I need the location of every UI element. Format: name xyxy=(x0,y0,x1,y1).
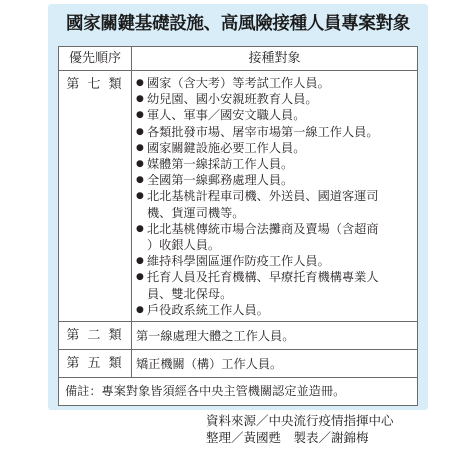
list-item-label: ）收銀人員。 xyxy=(147,238,221,253)
bullet-icon: ● xyxy=(136,175,144,186)
info-card xyxy=(48,4,428,410)
list-item xyxy=(136,188,415,204)
note-text: 備註：專案對象皆須經各中央主管機關認定並造冊。 xyxy=(59,378,418,406)
list-item-continuation xyxy=(136,286,415,302)
page-title: 國家關鍵基礎設施、高風險接種人員專案對象 xyxy=(66,14,410,34)
list-item-label: 北北基桃傳統市場合法攤商及賣場（含超商 xyxy=(147,221,379,236)
list-item-label: 北北基桃計程車司機、外送員、國道客運司 xyxy=(147,189,379,204)
bullet-icon: ● xyxy=(136,304,144,315)
bullet-icon: ● xyxy=(136,126,144,137)
list-item xyxy=(136,269,415,285)
bullet-icon: ● xyxy=(136,256,144,267)
note-row xyxy=(59,378,418,406)
target-list xyxy=(132,71,417,321)
bullet-icon: ● xyxy=(136,159,144,170)
list-item xyxy=(136,221,415,237)
source-line: 資料來源／中央流行疫情指揮中心 xyxy=(206,413,394,428)
target-cell: 第一線處理大體之工作人員。 xyxy=(132,322,418,350)
list-item xyxy=(136,172,415,188)
list-item xyxy=(136,253,415,269)
list-item xyxy=(136,302,415,318)
list-item-label: 機、貨運司機等。 xyxy=(147,205,245,220)
list-item-label: 各類批發市場、屠宰市場第一線工作人員。 xyxy=(147,124,379,139)
list-item xyxy=(136,91,415,107)
bullet-icon: ● xyxy=(136,94,144,105)
list-item xyxy=(136,124,415,140)
source-credit xyxy=(206,412,394,446)
credit-line: 整理／黃國甦 製表／謝錦梅 xyxy=(206,430,369,445)
bullet-icon: ● xyxy=(136,191,144,202)
header-priority: 優先順序 xyxy=(59,47,132,71)
list-item xyxy=(136,107,415,123)
priority-cell: 第 二 類 xyxy=(59,322,132,350)
bullet-icon: ● xyxy=(136,78,144,88)
list-item-label: 軍人、軍事／國安文職人員。 xyxy=(147,108,306,123)
list-item-continuation xyxy=(136,237,415,253)
target-cell: 矯正機關（構）工作人員。 xyxy=(132,350,418,378)
target-cell xyxy=(132,71,418,322)
table-row xyxy=(59,71,418,322)
list-item-continuation xyxy=(136,205,415,221)
list-item-label: 戶役政系統工作人員。 xyxy=(147,302,269,317)
list-item-label: 托育人員及托育機構、早療托育機構專業人 xyxy=(147,270,379,285)
bullet-icon: ● xyxy=(136,110,144,121)
list-item-label: 媒體第一線採訪工作人員。 xyxy=(147,157,294,172)
list-item-label: 全國第一線郵務處理人員。 xyxy=(147,173,294,188)
bullet-icon: ● xyxy=(136,272,144,283)
bullet-icon: ● xyxy=(136,223,144,234)
priority-cell: 第 五 類 xyxy=(59,350,132,378)
list-item xyxy=(136,156,415,172)
list-item-label: 員、雙北保母。 xyxy=(147,286,233,301)
list-item xyxy=(136,75,415,91)
priority-table xyxy=(58,46,418,406)
list-item-label: 維持科學園區運作防疫工作人員。 xyxy=(147,254,330,269)
list-item-label: 幼兒園、國小安親班教育人員。 xyxy=(147,92,318,107)
list-item-label: 國家（含大考）等考試工作人員。 xyxy=(147,76,330,90)
table-header-row xyxy=(59,47,418,71)
priority-cell: 第 七 類 xyxy=(59,71,132,322)
list-item-label: 國家關鍵設施必要工作人員。 xyxy=(147,140,306,155)
header-target: 接種對象 xyxy=(132,47,418,71)
table-row xyxy=(59,350,418,378)
bullet-icon: ● xyxy=(136,142,144,153)
list-item xyxy=(136,140,415,156)
table-row xyxy=(59,322,418,350)
